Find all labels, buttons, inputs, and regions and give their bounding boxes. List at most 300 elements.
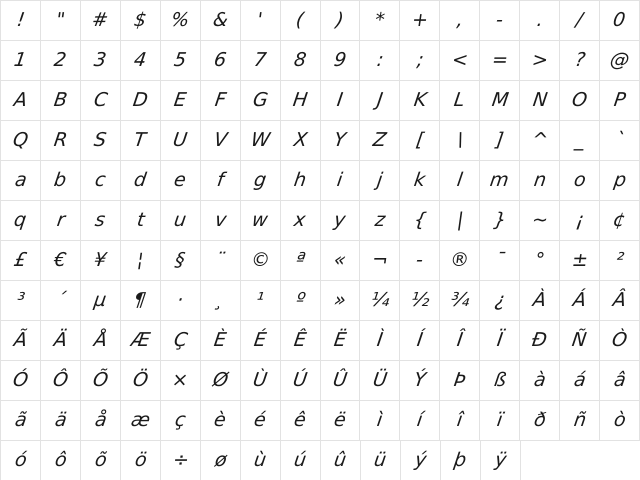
glyph-cell[interactable] [201, 361, 241, 401]
glyph: Õ [91, 369, 110, 391]
glyph-cell[interactable] [480, 321, 520, 361]
glyph: Å [92, 329, 109, 351]
glyph-cell[interactable] [560, 161, 600, 201]
glyph-cell[interactable] [321, 41, 361, 81]
glyph-cell[interactable] [440, 81, 480, 121]
glyph-cell[interactable] [400, 121, 440, 161]
glyph-cell[interactable] [1, 81, 41, 121]
glyph-cell[interactable] [281, 121, 321, 161]
glyph: ` [613, 129, 626, 151]
glyph: & [211, 9, 230, 31]
glyph-cell[interactable] [520, 161, 560, 201]
glyph: m [488, 169, 511, 191]
glyph: Ç [172, 329, 189, 351]
glyph: á [572, 369, 588, 391]
glyph-cell[interactable] [1, 241, 41, 281]
glyph-cell[interactable] [400, 81, 440, 121]
glyph: È [212, 329, 228, 351]
glyph-cell[interactable] [161, 361, 201, 401]
glyph-cell[interactable] [600, 121, 640, 161]
glyph-cell[interactable] [1, 321, 41, 361]
glyph-cell[interactable] [600, 321, 640, 361]
glyph-cell[interactable] [321, 241, 361, 281]
glyph: ý [413, 449, 428, 471]
glyph-cell[interactable] [400, 321, 440, 361]
glyph: ü [372, 449, 389, 471]
glyph: ¶ [132, 289, 148, 311]
glyph: * [373, 9, 387, 31]
glyph-cell[interactable] [241, 121, 281, 161]
glyph-cell[interactable] [41, 1, 81, 41]
glyph-cell[interactable] [400, 281, 440, 321]
glyph-cell[interactable] [161, 321, 201, 361]
glyph-cell[interactable] [121, 161, 161, 201]
glyph: : [375, 49, 385, 71]
glyph-cell[interactable] [520, 401, 560, 441]
glyph: ³ [15, 289, 26, 311]
glyph-cell[interactable] [520, 241, 560, 281]
glyph-cell[interactable] [41, 281, 81, 321]
glyph-cell[interactable] [1, 41, 41, 81]
glyph-cell[interactable] [321, 121, 361, 161]
glyph-cell[interactable] [560, 241, 600, 281]
glyph-cell[interactable] [1, 201, 41, 241]
glyph-cell[interactable] [400, 361, 440, 401]
glyph-cell[interactable] [440, 1, 480, 41]
glyph: § [173, 249, 187, 271]
glyph-cell[interactable] [201, 281, 241, 321]
glyph-cell[interactable] [600, 81, 640, 121]
glyph-cell[interactable] [281, 401, 321, 441]
glyph-cell[interactable] [161, 441, 201, 480]
glyph: Ò [610, 329, 629, 351]
glyph-cell[interactable] [81, 201, 121, 241]
glyph-cell[interactable] [41, 321, 81, 361]
glyph: Ù [251, 369, 269, 391]
glyph: ¡ [574, 209, 586, 231]
glyph: ú [292, 449, 309, 471]
glyph-cell[interactable] [400, 201, 440, 241]
glyph: F [213, 89, 228, 111]
glyph-cell[interactable] [161, 81, 201, 121]
glyph: Þ [452, 369, 468, 391]
glyph: H [291, 89, 309, 111]
glyph-cell[interactable] [560, 201, 600, 241]
glyph-row [1, 41, 640, 81]
glyph-cell[interactable] [241, 321, 281, 361]
glyph-cell[interactable] [241, 1, 281, 41]
glyph: · [175, 289, 185, 311]
glyph: é [252, 409, 268, 431]
glyph-cell[interactable] [321, 281, 361, 321]
glyph: € [52, 249, 69, 271]
glyph-cell[interactable] [321, 401, 361, 441]
glyph-cell[interactable] [121, 321, 161, 361]
glyph-cell[interactable] [440, 121, 480, 161]
glyph: c [93, 169, 108, 191]
glyph-cell[interactable] [281, 1, 321, 41]
glyph: Q [11, 129, 30, 151]
glyph-cell[interactable] [400, 401, 440, 441]
glyph: ) [334, 9, 346, 31]
glyph-cell[interactable] [480, 281, 520, 321]
glyph: Ú [291, 369, 309, 391]
glyph-cell[interactable] [520, 81, 560, 121]
glyph-cell[interactable] [480, 241, 520, 281]
glyph-cell[interactable] [360, 81, 400, 121]
glyph: 1 [12, 49, 29, 71]
glyph-cell[interactable] [400, 41, 440, 81]
glyph-cell[interactable] [281, 361, 321, 401]
glyph-cell[interactable] [241, 361, 281, 401]
glyph-cell[interactable] [201, 41, 241, 81]
glyph-cell[interactable] [360, 361, 400, 401]
glyph: ø [213, 449, 228, 471]
glyph-cell[interactable] [481, 441, 521, 480]
glyph-cell[interactable] [241, 441, 281, 480]
glyph-cell[interactable] [41, 81, 81, 121]
glyph-cell[interactable] [201, 401, 241, 441]
glyph-cell[interactable] [560, 1, 600, 41]
glyph-cell[interactable] [241, 81, 281, 121]
glyph-cell[interactable] [81, 361, 121, 401]
glyph-cell[interactable] [560, 321, 600, 361]
glyph-cell[interactable] [121, 441, 161, 480]
glyph: U [171, 129, 189, 151]
glyph: C [92, 89, 109, 111]
glyph: Ó [11, 369, 30, 391]
glyph-cell[interactable] [121, 241, 161, 281]
glyph-cell[interactable] [520, 121, 560, 161]
glyph-cell[interactable] [81, 281, 121, 321]
glyph: ô [53, 449, 68, 471]
glyph-cell[interactable] [600, 161, 640, 201]
glyph-cell[interactable] [81, 401, 121, 441]
glyph-cell[interactable] [480, 201, 520, 241]
glyph-cell[interactable] [41, 161, 81, 201]
glyph: ö [133, 449, 148, 471]
glyph-cell[interactable] [480, 1, 520, 41]
glyph-cell[interactable] [201, 321, 241, 361]
glyph-cell[interactable] [81, 241, 121, 281]
glyph-cell[interactable] [81, 441, 121, 480]
glyph-cell[interactable] [321, 201, 361, 241]
glyph-cell[interactable] [281, 441, 321, 480]
glyph: ñ [572, 409, 588, 431]
glyph: Ý [412, 369, 428, 391]
glyph-cell[interactable] [81, 121, 121, 161]
glyph-cell[interactable] [441, 441, 481, 480]
glyph-cell[interactable] [400, 1, 440, 41]
glyph: ¦ [135, 249, 146, 271]
glyph-cell[interactable] [161, 201, 201, 241]
glyph: X [292, 129, 309, 151]
glyph-cell[interactable] [1, 401, 41, 441]
glyph: ± [570, 249, 590, 271]
glyph-cell[interactable] [41, 441, 81, 480]
glyph: Ã [12, 329, 29, 351]
glyph-cell[interactable] [600, 241, 640, 281]
glyph-cell[interactable] [161, 241, 201, 281]
glyph-row [1, 81, 640, 121]
glyph-cell[interactable] [480, 361, 520, 401]
glyph-cell[interactable] [321, 161, 361, 201]
glyph-cell[interactable] [201, 161, 241, 201]
glyph-cell[interactable] [360, 401, 400, 441]
glyph-cell[interactable] [281, 81, 321, 121]
glyph-cell[interactable] [440, 361, 480, 401]
glyph: ã [13, 409, 28, 431]
glyph: ! [15, 9, 26, 31]
glyph-cell[interactable] [281, 201, 321, 241]
glyph: « [332, 249, 348, 271]
glyph-cell[interactable] [360, 161, 400, 201]
glyph-cell[interactable] [360, 321, 400, 361]
glyph-cell[interactable] [121, 81, 161, 121]
glyph-cell[interactable] [360, 281, 400, 321]
glyph-cell[interactable] [321, 321, 361, 361]
glyph-cell[interactable] [241, 281, 281, 321]
glyph-cell[interactable] [121, 121, 161, 161]
glyph: I [335, 89, 345, 111]
glyph: ¹ [254, 289, 266, 311]
glyph: À [531, 289, 548, 311]
glyph: î [455, 409, 465, 431]
glyph-cell[interactable] [520, 281, 560, 321]
glyph-cell[interactable] [401, 441, 441, 480]
glyph-cell[interactable] [201, 441, 241, 480]
glyph: Ö [131, 369, 150, 391]
glyph-cell[interactable] [440, 201, 480, 241]
glyph-cell[interactable] [600, 41, 640, 81]
glyph-cell[interactable] [321, 361, 361, 401]
glyph-row [1, 161, 640, 201]
glyph-cell[interactable] [121, 1, 161, 41]
glyph-cell[interactable] [480, 41, 520, 81]
glyph-row [1, 121, 640, 161]
glyph-cell[interactable] [161, 121, 201, 161]
glyph-cell[interactable] [440, 401, 480, 441]
glyph-cell[interactable] [81, 81, 121, 121]
glyph: í [415, 409, 425, 431]
glyph-cell[interactable] [201, 81, 241, 121]
glyph-cell[interactable] [360, 201, 400, 241]
glyph-cell[interactable] [440, 241, 480, 281]
glyph: ¯ [493, 249, 507, 271]
glyph: _ [573, 129, 586, 151]
glyph-cell[interactable] [321, 1, 361, 41]
glyph: q [12, 209, 29, 231]
glyph-cell[interactable] [41, 41, 81, 81]
glyph-row [1, 281, 640, 321]
glyph: L [453, 89, 467, 111]
glyph: { [412, 209, 428, 231]
glyph-cell[interactable] [480, 121, 520, 161]
glyph-cell[interactable] [161, 1, 201, 41]
glyph: O [570, 89, 589, 111]
glyph: y [332, 209, 348, 231]
glyph-cell[interactable] [520, 201, 560, 241]
glyph-cell[interactable] [281, 281, 321, 321]
glyph-cell[interactable] [241, 241, 281, 281]
glyph-cell[interactable] [600, 281, 640, 321]
glyph-cell[interactable] [360, 241, 400, 281]
glyph-cell[interactable] [41, 201, 81, 241]
glyph-cell[interactable] [400, 161, 440, 201]
glyph: / [574, 9, 585, 31]
glyph-cell[interactable] [440, 281, 480, 321]
glyph-cell[interactable] [600, 1, 640, 41]
glyph-cell[interactable] [360, 121, 400, 161]
glyph: 5 [172, 49, 188, 71]
glyph: Ð [530, 329, 549, 351]
glyph-cell[interactable] [560, 281, 600, 321]
glyph: º [294, 289, 307, 311]
glyph: $ [132, 9, 148, 31]
glyph-cell[interactable] [81, 1, 121, 41]
glyph: ¢ [612, 209, 628, 231]
glyph-cell[interactable] [281, 41, 321, 81]
glyph-cell[interactable] [440, 321, 480, 361]
glyph: þ [452, 449, 469, 471]
glyph: ç [173, 409, 188, 431]
glyph-cell[interactable] [1, 441, 41, 480]
glyph-cell[interactable] [560, 401, 600, 441]
glyph: P [612, 89, 627, 111]
glyph-cell[interactable] [520, 321, 560, 361]
glyph: 0 [612, 9, 628, 31]
glyph: ¼ [369, 289, 391, 311]
glyph-cell[interactable] [81, 41, 121, 81]
glyph-cell[interactable] [1, 161, 41, 201]
glyph-cell[interactable] [1, 361, 41, 401]
glyph: a [13, 169, 28, 191]
glyph-cell[interactable] [81, 321, 121, 361]
glyph-cell[interactable] [121, 281, 161, 321]
glyph-cell[interactable] [241, 161, 281, 201]
glyph-cell[interactable] [600, 361, 640, 401]
glyph-cell[interactable] [480, 81, 520, 121]
glyph-cell[interactable] [520, 1, 560, 41]
glyph-cell[interactable] [241, 201, 281, 241]
glyph-cell[interactable] [161, 281, 201, 321]
glyph-cell[interactable] [41, 361, 81, 401]
glyph: × [170, 369, 190, 391]
glyph-cell[interactable] [1, 1, 41, 41]
glyph: R [52, 129, 69, 151]
glyph-cell[interactable] [241, 401, 281, 441]
glyph: à [532, 369, 548, 391]
glyph-cell[interactable] [360, 41, 400, 81]
glyph: o [572, 169, 588, 191]
glyph-cell[interactable] [520, 361, 560, 401]
glyph: 3 [92, 49, 109, 71]
glyph: Y [332, 129, 348, 151]
glyph: M [490, 89, 510, 111]
glyph-cell[interactable] [281, 161, 321, 201]
glyph-cell[interactable] [480, 401, 520, 441]
glyph-cell[interactable] [480, 161, 520, 201]
glyph: ¨ [213, 249, 227, 271]
glyph: k [412, 169, 427, 191]
glyph-cell[interactable] [321, 441, 361, 480]
glyph: Ü [371, 369, 389, 391]
glyph-cell[interactable] [121, 361, 161, 401]
glyph-cell[interactable] [361, 441, 401, 480]
glyph: Ì [375, 329, 385, 351]
glyph-cell[interactable] [201, 121, 241, 161]
glyph-cell[interactable] [440, 41, 480, 81]
glyph: z [373, 209, 387, 231]
glyph: Ñ [571, 329, 589, 351]
glyph: 7 [252, 49, 268, 71]
glyph-cell[interactable] [41, 241, 81, 281]
glyph-cell[interactable] [121, 401, 161, 441]
glyph: . [535, 9, 545, 31]
glyph-cell[interactable] [400, 241, 440, 281]
glyph-cell[interactable] [121, 201, 161, 241]
glyph: õ [93, 449, 108, 471]
glyph-cell[interactable] [201, 201, 241, 241]
glyph-cell[interactable] [560, 81, 600, 121]
glyph-cell[interactable] [360, 1, 400, 41]
glyph: © [249, 249, 272, 271]
glyph-cell[interactable] [241, 41, 281, 81]
glyph-cell[interactable] [1, 121, 41, 161]
glyph-row [1, 1, 640, 41]
glyph: Ë [332, 329, 348, 351]
glyph-cell[interactable] [560, 121, 600, 161]
glyph: Ô [51, 369, 70, 391]
glyph-cell[interactable] [600, 401, 640, 441]
glyph: ' [255, 9, 265, 31]
glyph: b [52, 169, 69, 191]
glyph-cell[interactable] [560, 361, 600, 401]
glyph: ð [532, 409, 548, 431]
glyph-cell[interactable] [1, 281, 41, 321]
glyph: 2 [52, 49, 69, 71]
glyph-cell[interactable] [81, 161, 121, 201]
glyph: ÿ [493, 449, 508, 471]
glyph: ì [375, 409, 385, 431]
glyph: d [132, 169, 148, 191]
glyph: E [172, 89, 188, 111]
glyph-cell[interactable] [321, 81, 361, 121]
glyph: Í [415, 329, 425, 351]
glyph-cell[interactable] [41, 401, 81, 441]
glyph-cell[interactable] [161, 161, 201, 201]
glyph-cell[interactable] [600, 201, 640, 241]
glyph-cell[interactable] [161, 41, 201, 81]
glyph-cell[interactable] [201, 241, 241, 281]
glyph-cell[interactable] [281, 241, 321, 281]
glyph: i [335, 169, 345, 191]
glyph-cell[interactable] [520, 41, 560, 81]
glyph: â [612, 369, 627, 391]
glyph-cell[interactable] [560, 41, 600, 81]
glyph: ´ [54, 289, 67, 311]
glyph-cell[interactable] [440, 161, 480, 201]
glyph: e [172, 169, 188, 191]
glyph-cell[interactable] [161, 401, 201, 441]
glyph-cell[interactable] [201, 1, 241, 41]
glyph-cell[interactable] [281, 321, 321, 361]
glyph-cell[interactable] [41, 121, 81, 161]
glyph: s [93, 209, 107, 231]
glyph: Ï [495, 329, 505, 351]
glyph: ê [292, 409, 308, 431]
glyph-cell[interactable] [121, 41, 161, 81]
